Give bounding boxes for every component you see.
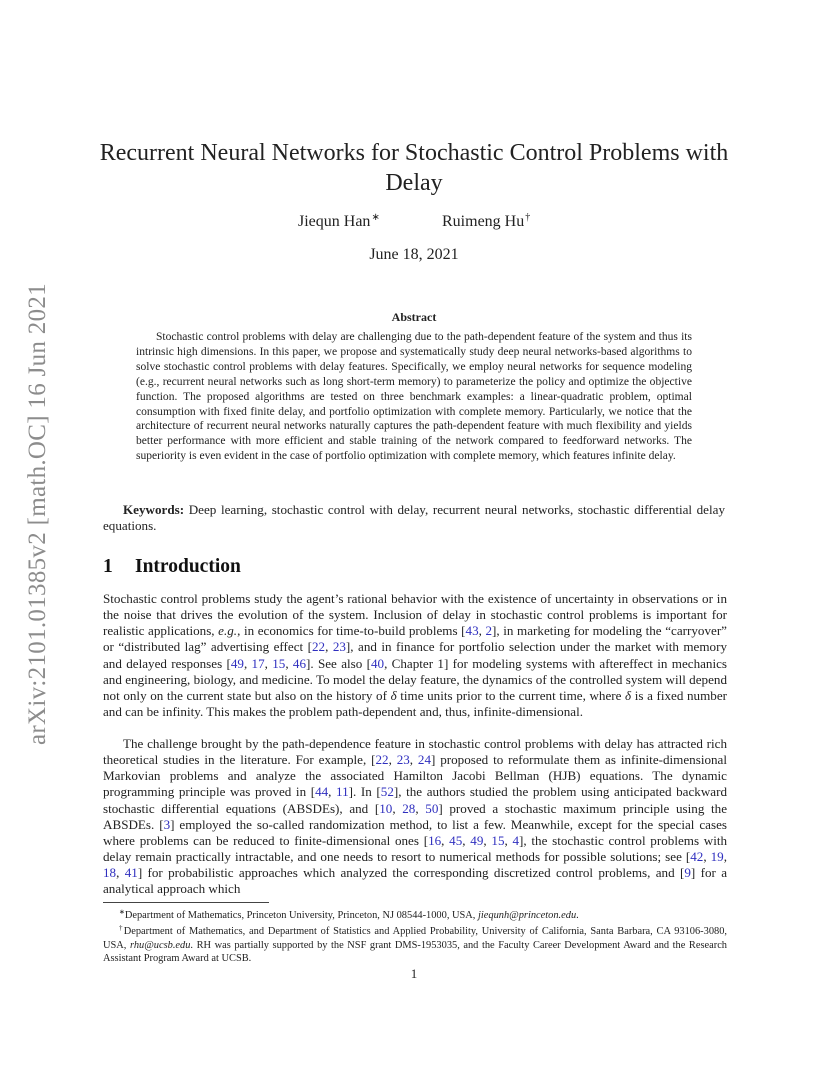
footnote-2-email[interactable]: rhu@ucsb.edu bbox=[129, 939, 191, 951]
citation-link[interactable]: 40 bbox=[370, 655, 385, 671]
footnote-2-mark: † bbox=[119, 924, 124, 933]
footnotes bbox=[103, 906, 727, 965]
author-1-footnote-mark[interactable]: ∗ bbox=[371, 212, 380, 223]
arxiv-identifier-stamp: arXiv:2101.01385v2 [math.OC] 16 Jun 2021 bbox=[24, 283, 51, 745]
citation-link[interactable]: 17 bbox=[251, 655, 265, 671]
citation-link[interactable]: 3 bbox=[163, 816, 171, 832]
page-number: 1 bbox=[410, 966, 418, 981]
author-1-name: Jiequn Han bbox=[298, 213, 371, 230]
citation-link[interactable]: 22 bbox=[375, 752, 389, 768]
citation-link[interactable]: 22 bbox=[311, 639, 326, 655]
publication-date: June 18, 2021 bbox=[369, 246, 459, 263]
footnote-divider bbox=[103, 902, 269, 903]
section-title: Introduction bbox=[135, 556, 241, 577]
citation-link[interactable]: 19 bbox=[710, 848, 724, 864]
footnote-1-email[interactable]: jiequnh@princeton.edu bbox=[478, 910, 577, 921]
citation-link[interactable]: 23 bbox=[396, 752, 410, 768]
citation-link[interactable]: 43 bbox=[465, 623, 479, 639]
author-2-footnote-mark[interactable]: † bbox=[525, 212, 531, 223]
footnote-1-mark: ∗ bbox=[119, 908, 125, 916]
citation-link[interactable]: 28 bbox=[402, 800, 416, 816]
keywords-text: Deep learning, stochastic control with delay, recurrent neural networks, stochastic differential delay equations. bbox=[103, 502, 725, 534]
citation-link[interactable]: 2 bbox=[485, 623, 493, 639]
author-2 bbox=[442, 212, 530, 231]
citation-link[interactable]: 11 bbox=[336, 784, 349, 800]
keywords-paragraph bbox=[103, 502, 725, 534]
citation-link[interactable]: 4 bbox=[512, 832, 520, 848]
citation-link[interactable]: 42 bbox=[690, 848, 704, 864]
section-heading bbox=[103, 556, 241, 578]
citation-link[interactable]: 50 bbox=[425, 800, 439, 816]
citation-link[interactable]: 49 bbox=[230, 655, 244, 671]
citation-link[interactable]: 45 bbox=[449, 832, 463, 848]
citation-link[interactable]: 16 bbox=[428, 832, 442, 848]
citation-link[interactable]: 23 bbox=[332, 639, 346, 655]
citation-link[interactable]: 10 bbox=[379, 800, 393, 816]
intro-paragraph-1: Stochastic control problems study the agent’s rational behavior with the existence of uncertainty in observations or in the noise that drives the evolution of the system. Inclusion of delay in stochastic control problems is important for realistic applications, e.g., in economics for time-to-build problems [43, 2], in marketing for modeling the “carryover” or “distributed lag” advertising effect [22, 23], and in finance for portfolio selection under the market with memory and delayed responses [49, 17, 15, 46]. See also [40, Chapter 1] for modeling systems with aftereffect in mechanics and engineering, biology, and medicine. To model the delay feature, the dynamics of the controlled system will depend not only on the current state but also on the history of δ time units prior to the current time, where δ is a fixed number and can be infinity. This makes the problem path-dependent and, thus, infinite-dimensional. bbox=[103, 591, 728, 719]
citation-link[interactable]: 18 bbox=[103, 865, 117, 880]
citation-link[interactable]: 46 bbox=[292, 655, 307, 671]
citation-link[interactable]: 15 bbox=[491, 832, 505, 848]
citation-link[interactable]: 24 bbox=[417, 752, 431, 768]
author-2-name: Ruimeng Hu bbox=[442, 213, 525, 230]
intro-paragraph-2: The challenge brought by the path-dependence feature in stochastic control problems with delay has attracted rich theoretical studies in the literature. For example, [22, 23, 24] proposed to reformulate them as infinite-dimensional Markovian problems and analyze the associated Hamilton Jacobi Bellman (HJB) equations. The dynamic programming principle was proved in [44, 11]. In [52], the authors studied the problem using anticipated backward stochastic differential equations (ABSDEs), and [10, 28, 50] proved a stochastic maximum principle using the ABSDEs. [3] employed the so-called randomization method, to list a few. Meanwhile, except for the special cases where problems can be reduced to finite-dimensional ones [16, 45, 49, 15, 4], the stochastic control problems with delay remain practically intractable, and one needs to resort to numerical methods for possible solutions; see [42, 19, 18, 41] for probabilistic approaches which analyzed the corresponding discretized control problems, and [9] for a analytical approach which bbox=[103, 736, 728, 897]
keywords-label: Keywords: bbox=[123, 502, 185, 517]
footnote-1-text: Department of Mathematics, Princeton University, Princeton, NJ 08544-1000, USA, bbox=[124, 910, 478, 921]
citation-link[interactable]: 49 bbox=[470, 832, 484, 848]
citation-link[interactable]: 15 bbox=[272, 655, 286, 671]
citation-link[interactable]: 41 bbox=[124, 865, 138, 880]
footnote-2-text: Department of Mathematics, and Department of Statistics and Applied Probability, University of California, Santa Barbara, CA 93106-3080, USA, bbox=[103, 926, 728, 951]
section-number: 1 bbox=[103, 556, 113, 577]
citation-link[interactable]: 9 bbox=[684, 865, 691, 880]
abstract-heading: Abstract bbox=[391, 310, 437, 324]
paper-title: Recurrent Neural Networks for Stochastic Control Problems with Delay bbox=[99, 140, 729, 196]
abstract-text: Stochastic control problems with delay are challenging due to the path-dependent feature of the system and thus its intrinsic high dimensions. In this paper, we propose and systematically study deep neural networks-based algorithms to solve stochastic control problems with delay features. Specifically, we employ neural networks for sequence modeling (e.g., recurrent neural networks such as long short-term memory) to parameterize the policy and optimize the objective function. The proposed algorithms are tested on three benchmark examples: a linear-quadratic problem, optimal consumption with fixed finite delay, and portfolio optimization with complete memory. Particularly, we notice that the architecture of recurrent neural networks naturally captures the path-dependent feature with much flexibility and yields better performance with more efficient and stable training of the network compared to feedforward networks. The superiority is even evident in the case of portfolio optimization with complete memory, which features infinite delay. bbox=[136, 331, 692, 463]
citation-link[interactable]: 44 bbox=[315, 784, 329, 800]
footnote-1: ∗Department of Mathematics, Princeton University, Princeton, NJ 08544-1000, USA, jiequnh@princeton.edu. bbox=[119, 908, 579, 921]
author-1 bbox=[298, 212, 380, 231]
footnote-2: †Department of Mathematics, and Department of Statistics and Applied Probability, University of California, Santa Barbara, CA 93106-3080, USA, rhu@ucsb.edu. RH was partially supported by the NSF grant DMS-1953035, and the Faculty Career Development Award and the Research Assistant Program Award at UCSB. bbox=[103, 924, 728, 964]
citation-link[interactable]: 52 bbox=[380, 784, 394, 800]
author-list bbox=[0, 212, 828, 236]
